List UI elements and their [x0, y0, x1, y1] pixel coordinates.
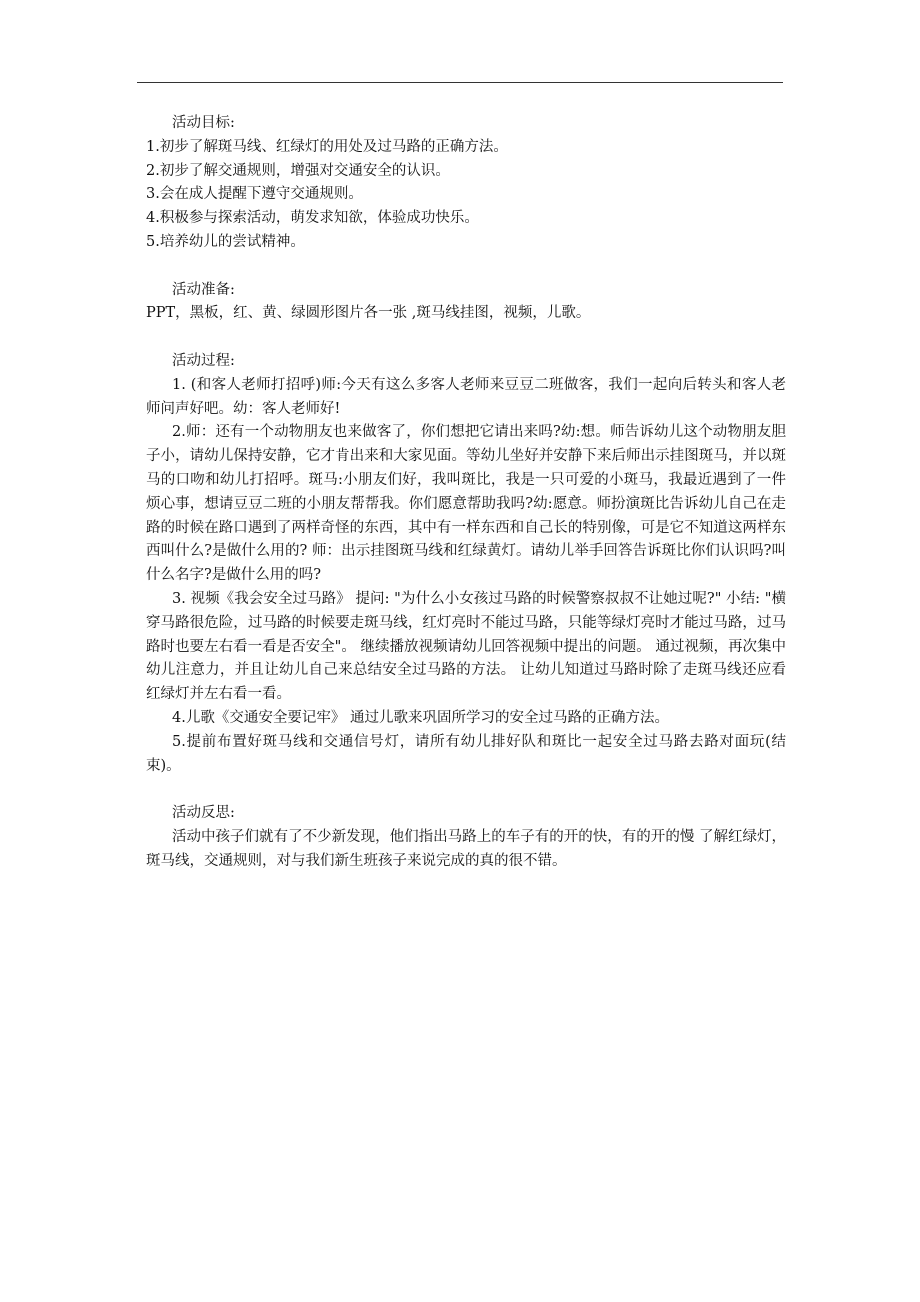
- goal-item: 3.会在成人提醒下遵守交通规则。: [146, 186, 363, 203]
- process-step: 1. (和客人老师打招呼)师:今天有这么多客人老师来豆豆二班做客，我们一起向后转头和客人老师问声好吧。幼：客人老师好!: [146, 376, 786, 417]
- goals-section: [146, 112, 786, 255]
- goal-item: 1.初步了解斑马线、红绿灯的用处及过马路的正确方法。: [146, 138, 508, 155]
- reflection-text: 活动中孩子们就有了不少新发现，他们指出马路上的车子有的开的快，有的开的慢 了解红绿灯，斑马线，交通规则，对与我们新生班孩子来说完成的真的很不错。: [146, 828, 786, 869]
- preparation-heading: 活动准备:: [172, 281, 235, 298]
- goal-item: 5.培养幼儿的尝试精神。: [146, 233, 305, 250]
- header-rule: [137, 82, 783, 83]
- reflection-section: [146, 802, 786, 873]
- preparation-section: [146, 279, 786, 327]
- goal-item: 2.初步了解交通规则，增强对交通安全的认识。: [146, 162, 450, 179]
- process-step: 4.儿歌《交通安全要记牢》 通过儿歌来巩固所学习的安全过马路的正确方法。: [172, 709, 669, 726]
- process-step: 3. 视频《我会安全过马路》 提问: "为什么小女孩过马路的时候警察叔叔不让她过呢?" 小结: "横穿马路很危险，过马路的时候要走斑马线，红灯亮时不能过马路，只能等绿灯亮时才能过马路，过马路时也要左右看一看是否安全"。 继续播放视频请幼儿回答视频中提出的问题。 通过视频，再次集中幼儿注意力，并且让幼儿自己来总结安全过马路的方法。 让幼儿知道过马路时除了走斑马线还应看红绿灯并左右看一看。: [146, 590, 786, 703]
- reflection-heading: 活动反思:: [172, 805, 235, 822]
- preparation-text: PPT，黑板，红、黄、绿圆形图片各一张 ,斑马线挂图，视频，儿歌。: [146, 305, 591, 322]
- goals-heading: 活动目标:: [172, 115, 235, 131]
- process-step: 5.提前布置好斑马线和交通信号灯，请所有幼儿排好队和斑比一起安全过马路去路对面玩(结束)。: [146, 733, 786, 774]
- document-body: [146, 112, 786, 897]
- process-heading: 活动过程:: [172, 352, 235, 369]
- process-step: 2.师：还有一个动物朋友也来做客了，你们想把它请出来吗?幼:想。师告诉幼儿这个动物朋友胆子小，请幼儿保持安静，它才肯出来和大家见面。等幼儿坐好并安静下来后师出示挂图斑马，并以斑马的口吻和幼儿打招呼。斑马:小朋友们好，我叫斑比，我是一只可爱的小斑马，我最近遇到了一件烦心事，想请豆豆二班的小朋友帮帮我。你们愿意帮助我吗?幼:愿意。师扮演斑比告诉幼儿自己在走路的时候在路口遇到了两样奇怪的东西，其中有一样东西和自己长的特别像，可是它不知道这两样东西叫什么?是做什么用的? 师：出示挂图斑马线和红绿黄灯。请幼儿举手回答告诉斑比你们认识吗?叫什么名字?是做什么用的吗?: [146, 424, 786, 584]
- goal-item: 4.积极参与探索活动，萌发求知欲，体验成功快乐。: [146, 210, 479, 227]
- process-section: [146, 350, 786, 778]
